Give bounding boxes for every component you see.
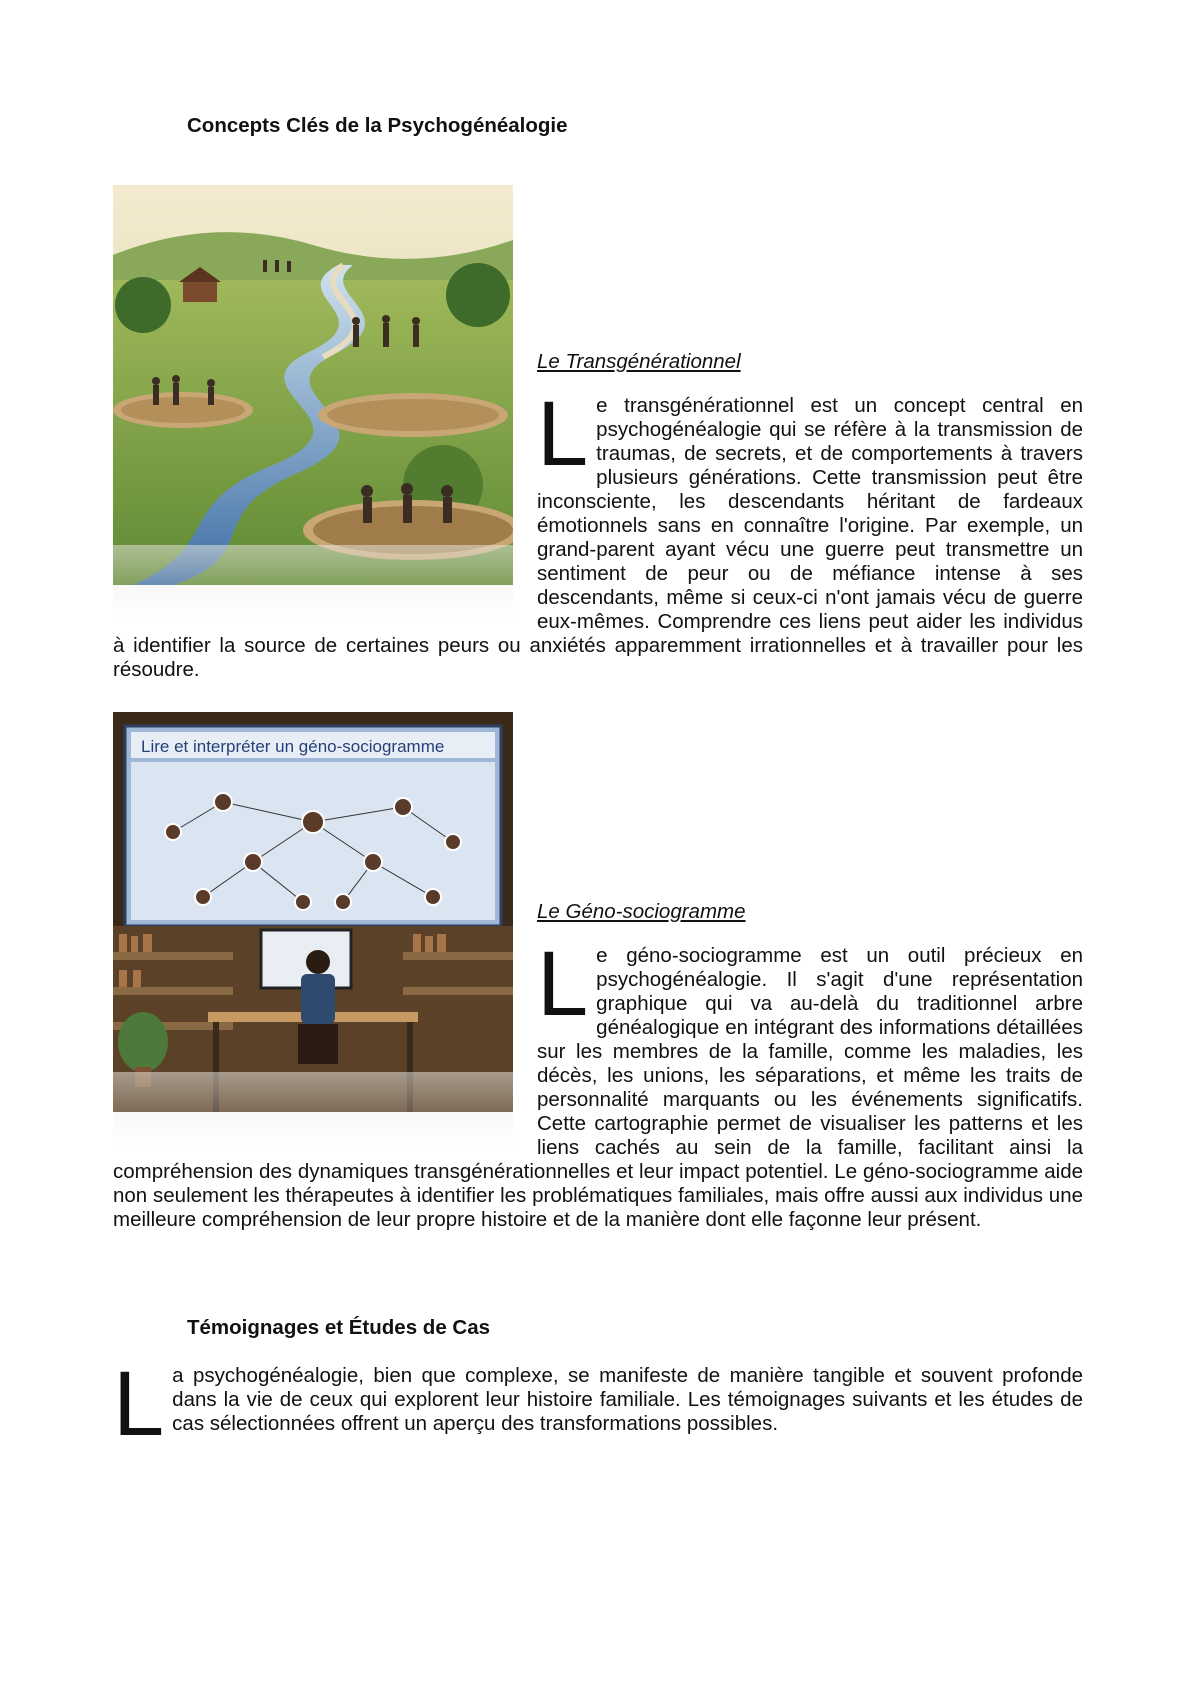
image-reflection: [113, 545, 513, 620]
image-title: Lire et interpréter un géno-sociogramme: [141, 737, 445, 756]
genosociogram-illustration: [113, 712, 513, 1147]
paragraph-text: e géno-sociogramme est un outil précieux en psychogénéalogie. Il s'agit d'une représentation graphique qui va au-delà du traditionnel arbre généalogique en intégrant des informations détaillées sur les membres de la famille, comme les maladies, les décès, les unions, les séparations, et même les traits de personnalité marquants ou les événements significatifs. Cette cartographie permet de visualiser les patterns et les liens cachés au sein de la famille, facilitant ainsi la compréhension des dynamiques transgénérationnelles et leur impact potentiel. Le géno-sociogramme aide non seulement les thérapeutes à identifier les problématiques familiales, mais offre aussi aux individus une meilleure compréhension de leur propre histoire et de la manière dont elle façonne leur présent.: [113, 944, 1083, 1231]
image-reflection: [113, 1072, 513, 1147]
dropcap: L: [537, 933, 589, 1035]
river-illustration-svg: [113, 185, 513, 585]
subsection-title-genosociogram: Le Géno-sociogramme: [537, 900, 746, 923]
section-heading-testimonials: Témoignages et Études de Cas: [187, 1316, 491, 1339]
dropcap: L: [537, 383, 589, 485]
paragraph-text: e transgénérationnel est un concept central en psychogénéalogie qui se réfère à la transmission de traumas, de secrets, et de comportements à travers plusieurs générations. Cette transmission peut être inconsciente, les descendants héritant de fardeaux émotionnels sans en connaître l'origine. Par exemple, un grand-parent ayant vécu une guerre peut transmettre un sentiment de peur ou de méfiance intense à ses descendants, même si ceux-ci n'ont jamais vécu de guerre eux-mêmes. Comprendre ces liens peut aider les individus à identifier la source de certaines peurs ou anxiétés apparemment irrationnelles et à travailler pour les résoudre.: [113, 394, 1083, 681]
paragraph-text: a psychogénéalogie, bien que complexe, se manifeste de manière tangible et souvent profonde dans la vie de ceux qui explorent leur histoire familiale. Les témoignages suivants et les études de cas sélectionnées offrent un aperçu des transformations possibles.: [172, 1364, 1083, 1435]
subsection-title-transgenerational: Le Transgénérationnel: [537, 350, 741, 373]
testimonials-section: [113, 1353, 1083, 1455]
dropcap: L: [113, 1353, 165, 1455]
transgenerational-section: [113, 185, 1083, 682]
genosociogram-section: [113, 712, 1083, 1232]
paragraph-testimonials: [113, 1353, 1083, 1455]
section-heading-concepts: Concepts Clés de la Psychogénéalogie: [187, 114, 568, 137]
river-generations-illustration: [113, 185, 513, 620]
genosociogram-svg: [113, 712, 513, 1112]
